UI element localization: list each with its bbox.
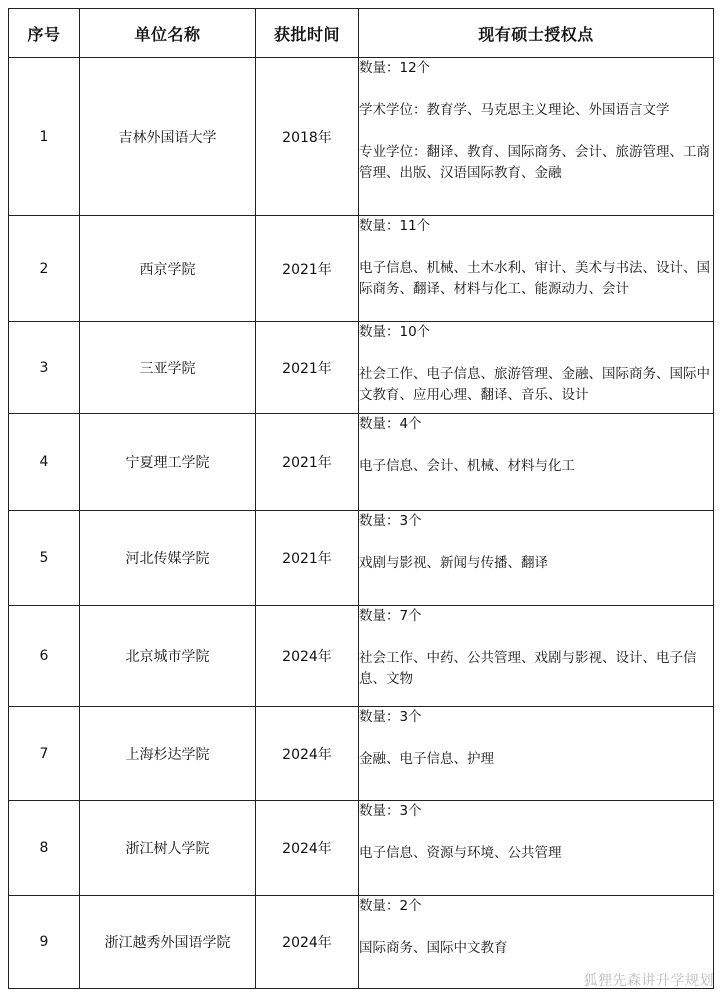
row-year: 2024年 (256, 606, 359, 707)
row-points (359, 801, 714, 896)
row-no: 3 (9, 322, 80, 414)
row-no: 9 (9, 896, 80, 989)
row-points (359, 707, 714, 801)
points-list: 电子信息、机械、土木水利、审计、美术与书法、设计、国际商务、翻译、材料与化工、能源动力、会计 (359, 260, 710, 297)
points-list: 电子信息、资源与环境、公共管理 (359, 845, 562, 861)
points-count: 数量：3个 (359, 709, 422, 725)
points-count: 数量：4个 (359, 416, 422, 432)
row-name: 宁夏理工学院 (80, 414, 256, 511)
table-row (9, 707, 714, 801)
row-no: 2 (9, 216, 80, 322)
header-points: 现有硕士授权点 (359, 9, 714, 58)
points-list: 社会工作、中药、公共管理、戏剧与影视、设计、电子信息、文物 (359, 650, 697, 687)
row-name: 上海杉达学院 (80, 707, 256, 801)
row-year: 2024年 (256, 896, 359, 989)
row-name: 浙江越秀外国语学院 (80, 896, 256, 989)
row-year: 2021年 (256, 511, 359, 606)
watermark-text: 狐狸先森讲升学规划 (583, 973, 714, 989)
row-year: 2021年 (256, 216, 359, 322)
points-academic: 学术学位：教育学、马克思主义理论、外国语言文学 (359, 102, 670, 118)
points-count: 数量：11个 (359, 218, 431, 234)
header-name: 单位名称 (80, 9, 256, 58)
row-no: 4 (9, 414, 80, 511)
points-count: 数量：10个 (359, 324, 431, 340)
table-row (9, 606, 714, 707)
row-year: 2021年 (256, 322, 359, 414)
row-name: 浙江树人学院 (80, 801, 256, 896)
header-row (9, 9, 714, 58)
header-no: 序号 (9, 9, 80, 58)
row-points (359, 606, 714, 707)
row-year: 2021年 (256, 414, 359, 511)
row-name: 河北传媒学院 (80, 511, 256, 606)
row-points (359, 216, 714, 322)
points-list: 国际商务、国际中文教育 (359, 940, 508, 956)
points-count: 数量：2个 (359, 898, 422, 914)
row-name: 北京城市学院 (80, 606, 256, 707)
points-list: 金融、电子信息、护理 (359, 751, 494, 767)
points-list: 社会工作、电子信息、旅游管理、金融、国际商务、国际中文教育、应用心理、翻译、音乐、设计 (359, 366, 710, 403)
row-points (359, 58, 714, 216)
row-no: 7 (9, 707, 80, 801)
row-points (359, 511, 714, 606)
row-year: 2018年 (256, 58, 359, 216)
points-professional: 专业学位：翻译、教育、国际商务、会计、旅游管理、工商管理、出版、汉语国际教育、金融 (359, 144, 710, 181)
points-count: 数量：3个 (359, 513, 422, 529)
points-list: 电子信息、会计、机械、材料与化工 (359, 458, 575, 474)
row-no: 5 (9, 511, 80, 606)
header-year: 获批时间 (256, 9, 359, 58)
table-row (9, 216, 714, 322)
table-row (9, 801, 714, 896)
row-name: 三亚学院 (80, 322, 256, 414)
table-row (9, 322, 714, 414)
table-row (9, 58, 714, 216)
row-no: 1 (9, 58, 80, 216)
row-name: 西京学院 (80, 216, 256, 322)
points-count: 数量：12个 (359, 60, 431, 76)
row-year: 2024年 (256, 707, 359, 801)
points-count: 数量：3个 (359, 803, 422, 819)
master-degree-table (8, 8, 714, 989)
table-row (9, 511, 714, 606)
row-points (359, 414, 714, 511)
row-no: 8 (9, 801, 80, 896)
row-year: 2024年 (256, 801, 359, 896)
points-list: 戏剧与影视、新闻与传播、翻译 (359, 555, 548, 571)
table-row (9, 414, 714, 511)
row-points (359, 322, 714, 414)
row-no: 6 (9, 606, 80, 707)
points-count: 数量：7个 (359, 608, 422, 624)
row-name: 吉林外国语大学 (80, 58, 256, 216)
